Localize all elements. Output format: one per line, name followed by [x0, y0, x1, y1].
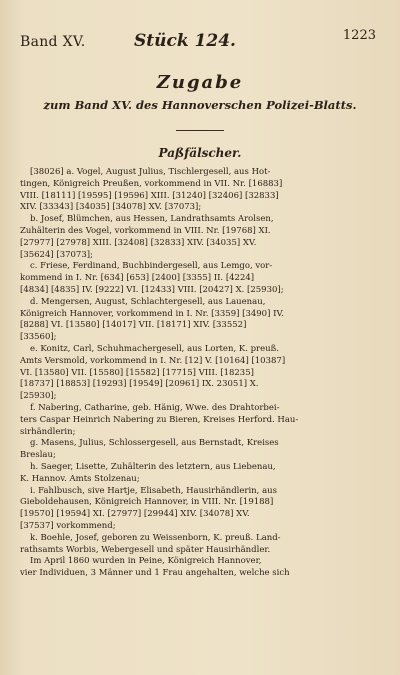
text-line: [8288] VI. [13580] [14017] VII. [18171] XIV. [33552]	[20, 320, 247, 331]
text-line: sirhändlerin;	[20, 426, 76, 437]
document-title: Zugabe	[156, 72, 244, 93]
text-line: [4834] [4835] IV. [9222] VI. [12433] VIII. [20427] X. [25930];	[20, 284, 284, 295]
text-line: Breslau;	[20, 450, 56, 461]
text-line: [37537] vorkommend;	[20, 520, 116, 531]
text-line: Amts Versmold, vorkommend in I. Nr. [12] V. [10164] [10387]	[20, 355, 286, 366]
document-subtitle: zum Band XV. des Hannoverschen Polizei-Blatts.	[43, 98, 357, 112]
text-line: k. Boehle, Josef, geboren zu Weissenborn, K. preuß. Land-	[30, 532, 281, 543]
text-line: XIV. [33343] [34035] [34078] XV. [37073];	[20, 202, 202, 213]
text-line: Im April 1860 wurden in Peine, Königreich Hannover,	[30, 556, 262, 567]
text-line: g. Masens, Julius, Schlossergesell, aus Bernstadt, Kreises	[30, 438, 279, 449]
text-line: [35624] [37073];	[20, 249, 93, 260]
text-line: c. Friese, Ferdinand, Buchbindergesell, aus Lemgo, vor-	[30, 261, 273, 272]
text-line: Zuhälterin des Vogel, vorkommend in VIII. Nr. [19768] XI.	[20, 225, 271, 236]
entry-list	[20, 167, 376, 580]
text-line: d. Mengersen, August, Schlachtergesell, aus Lauenau,	[30, 296, 266, 307]
page-header	[20, 28, 376, 50]
text-line: [27977] [27978] XIII. [32408] [32833] XIV. [34035] XV.	[20, 237, 257, 248]
text-line: vier Individuen, 3 Männer und 1 Frau angehalten, welche sich	[20, 568, 290, 579]
text-line: i. Fahlbusch, sive Hartje, Elisabeth, Hausirhändlerin, aus	[30, 485, 277, 496]
text-line: [25930];	[20, 391, 57, 402]
text-line: ters Caspar Heinrich Nabering zu Bieren, Kreises Herford. Hau-	[20, 414, 299, 425]
text-line: [33560];	[20, 332, 57, 343]
text-line: [18737] [18853] [19293] [19549] [20961] IX. 23051] X.	[20, 379, 259, 390]
issue-label: Stück 124.	[134, 31, 236, 51]
page-number: 1223	[342, 28, 376, 43]
text-line: Königreich Hannover, vorkommend in I. Nr. [3359] [3490] IV.	[20, 308, 284, 319]
text-line: b. Josef, Blümchen, aus Hessen, Landrathsamts Arolsen,	[30, 214, 274, 225]
text-line: rathsamts Worbis, Webergesell und später Hausirhändler.	[20, 544, 271, 555]
text-line: tingen, Königreich Preußen, vorkommend in VII. Nr. [16883]	[20, 178, 283, 189]
text-line: f. Nabering, Catharine, geb. Hänig, Wwe. des Drahtorbei-	[30, 402, 280, 413]
text-line: [19570] [19594] XI. [27977] [29944] XIV. [34078] XV.	[20, 509, 250, 520]
text-line: [38026] a. Vogel, August Julius, Tischlergesell, aus Hot-	[30, 167, 271, 177]
text-line: e. Konitz, Carl, Schuhmachergesell, aus Lorten, K. preuß.	[30, 343, 279, 354]
band-label: Band XV.	[20, 34, 86, 50]
title-divider	[176, 130, 224, 131]
text-line: kommend in I. Nr. [634] [653] [2400] [3355] II. [4224]	[20, 273, 255, 284]
text-line: h. Saeger, Lisette, Zuhälterin des letztern, aus Liebenau,	[30, 461, 276, 472]
text-line: VIII. [18111] [19595] [19596] XIII. [31240] [32406] [32833]	[20, 190, 279, 201]
text-line: K. Hannov. Amts Stolzenau;	[20, 473, 140, 484]
text-line: Gieboldehausen, Königreich Hannover, in VIII. Nr. [19188]	[20, 497, 274, 508]
section-title: Paßfälscher.	[158, 146, 242, 160]
text-line: VI. [13580] VII. [15580] [15582] [17715] VIII. [18235]	[20, 367, 254, 378]
